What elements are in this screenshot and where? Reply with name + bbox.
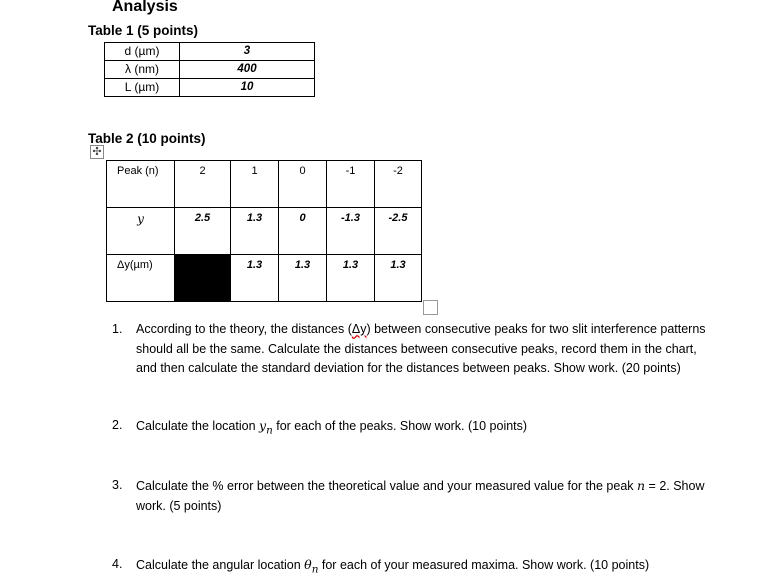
y-cell[interactable]: 0 <box>299 212 306 224</box>
shaded-cell <box>175 255 231 302</box>
table-row <box>105 43 315 61</box>
table1-label: λ (nm) <box>105 61 180 79</box>
table1 <box>104 42 315 97</box>
peak-cell[interactable]: -2 <box>393 165 403 177</box>
table-resize-handle[interactable] <box>423 300 438 315</box>
table2 <box>106 160 422 302</box>
n-symbol: n <box>637 478 646 493</box>
table-row <box>105 79 315 97</box>
peak-cell[interactable]: 0 <box>299 165 306 177</box>
table1-label: L (µm) <box>105 79 180 97</box>
list-number: 3. <box>112 478 123 492</box>
list-number: 1. <box>112 322 123 336</box>
delta-y-symbol: Δy <box>351 322 367 336</box>
dy-cell[interactable]: 1.3 <box>342 259 359 271</box>
theta-symbol: θ <box>304 557 312 572</box>
dy-cell[interactable]: 1.3 <box>390 259 406 271</box>
list-item: 1. According to the theory, the distances (Δy) between consecutive peaks for two slit interference patterns should all be the same. Calculate the distances between consecutive peaks, record them in the chart, and then calculate the standard deviation for the distances between peaks. Show work. (20 points) <box>112 322 706 375</box>
y-cell[interactable]: -2.5 <box>388 212 408 224</box>
y-row-label: y <box>137 212 144 226</box>
table1-value[interactable]: 10 <box>180 79 315 97</box>
list-item: 2. Calculate the location $y_n$ for each of the peaks. Show work. (10 points) <box>112 418 528 437</box>
y-cell[interactable]: 2.5 <box>194 212 211 224</box>
table1-value[interactable]: 3 <box>180 43 315 61</box>
list-number: 4. <box>112 557 123 571</box>
y-symbol: y <box>259 418 267 433</box>
table-row <box>107 255 422 302</box>
peak-row-label: Peak (n) <box>117 165 159 177</box>
list-item: 3. Calculate the % error between the theoretical value and your measured value for the peak n = 2. Show work. (5 points) <box>112 478 705 513</box>
peak-cell[interactable]: -1 <box>345 165 356 177</box>
list-number: 2. <box>112 418 123 432</box>
list-item: 4. Calculate the angular location $\theta_n$ for each of your measured maxima. Show work. (10 points) <box>112 557 650 576</box>
dy-cell[interactable]: 1.3 <box>246 259 263 271</box>
table1-value[interactable]: 400 <box>180 61 315 79</box>
table1-label: d (µm) <box>105 43 180 61</box>
peak-cell[interactable]: 2 <box>199 165 206 177</box>
section-heading: Analysis <box>112 0 178 15</box>
table-row <box>105 61 315 79</box>
peak-cell[interactable]: 1 <box>251 165 258 177</box>
table-row <box>107 208 422 255</box>
table2-caption: Table 2 (10 points) <box>88 131 206 146</box>
table1-caption: Table 1 (5 points) <box>88 23 199 38</box>
table-row <box>107 161 422 208</box>
y-cell[interactable]: -1.3 <box>341 212 360 224</box>
dy-cell[interactable]: 1.3 <box>294 259 311 271</box>
dy-row-label: Δy(µm) <box>117 259 153 271</box>
y-cell[interactable]: 1.3 <box>246 212 263 224</box>
question-list <box>112 320 712 576</box>
table-move-handle-icon[interactable]: ✣ <box>90 145 104 159</box>
